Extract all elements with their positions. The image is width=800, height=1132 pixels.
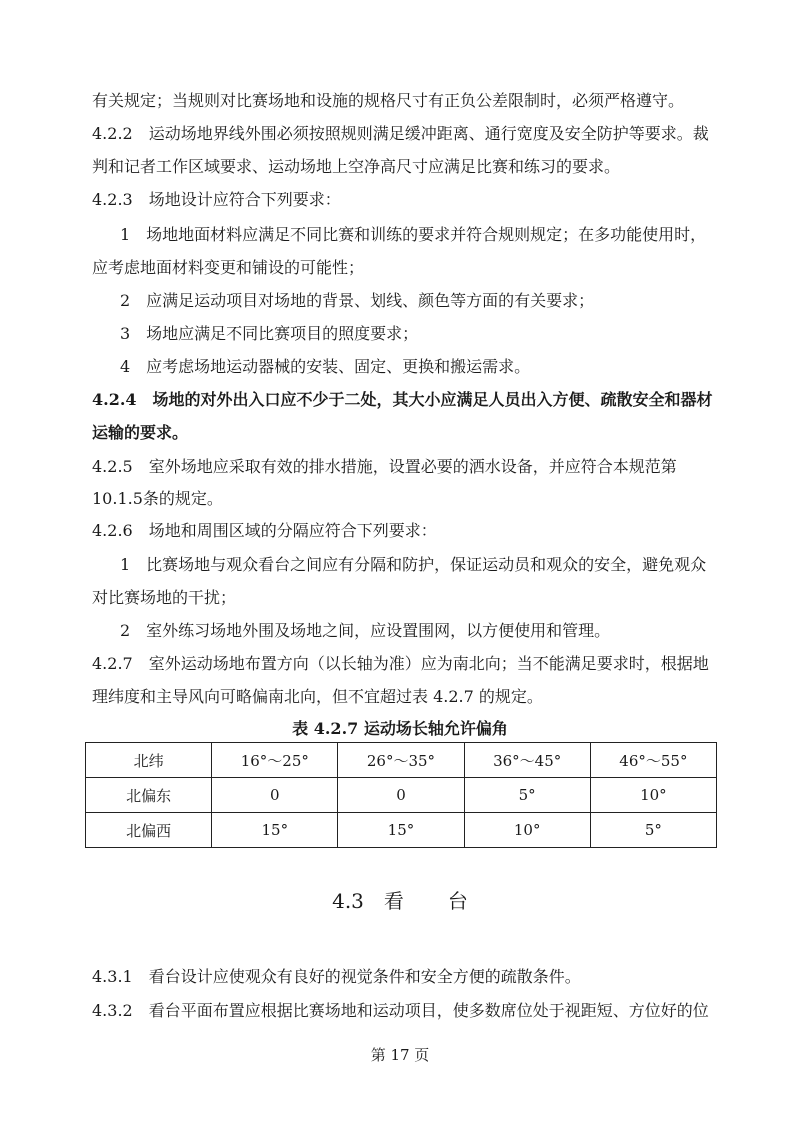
clause-4-2-7: 4.2.7 室外运动场地布置方向（以长轴为准）应为南北向；当不能满足要求时，根据地 xyxy=(92,654,709,673)
paragraph-line: 理纬度和主导风向可略偏南北向，但不宜超过表 4.2.7 的规定。 xyxy=(92,687,543,706)
list-item: 1 比赛场地与观众看台之间应有分隔和防护，保证运动员和观众的安全，避免观众 xyxy=(120,555,707,574)
table-cell: 0 xyxy=(338,778,464,813)
clause-4-2-4: 4.2.4 场地的对外出入口应不少于二处，其大小应满足人员出入方便、疏散安全和器材 xyxy=(92,390,713,409)
page-number: 第 17 页 xyxy=(370,1046,430,1064)
list-item: 2 室外练习场地外围及场地之间，应设置围网，以方便使用和管理。 xyxy=(120,621,611,640)
clause-4-2-6: 4.2.6 场地和周围区域的分隔应符合下列要求： xyxy=(92,521,437,540)
clause-4-2-2: 4.2.2 运动场地界线外围必须按照规则满足缓冲距离、通行宽度及安全防护等要求。裁 xyxy=(92,124,709,143)
table-cell: 北偏西 xyxy=(86,813,212,848)
clause-4-3-1: 4.3.1 看台设计应使观众有良好的视觉条件和安全方便的疏散条件。 xyxy=(92,967,581,986)
table-cell: 5° xyxy=(590,813,716,848)
table-cell: 0 xyxy=(212,778,338,813)
paragraph-line: 应考虑地面材料变更和铺设的可能性； xyxy=(92,258,365,277)
section-number: 4.3 xyxy=(332,889,364,913)
table-cell: 北偏东 xyxy=(86,778,212,813)
table-cell: 15° xyxy=(212,813,338,848)
table-cell: 10° xyxy=(590,778,716,813)
list-item: 3 场地应满足不同比赛项目的照度要求； xyxy=(120,324,419,343)
clause-4-2-5: 4.2.5 室外场地应采取有效的排水措施，设置必要的洒水设备，并应符合本规范第 xyxy=(92,457,677,476)
table-caption: 表 4.2.7 运动场长轴允许偏角 xyxy=(292,719,508,738)
deviation-angle-table xyxy=(85,742,717,848)
table-header-row xyxy=(86,743,717,778)
table-cell: 26°～35° xyxy=(338,743,464,778)
paragraph-line: 对比赛场地的干扰； xyxy=(92,588,237,607)
table-cell: 36°～45° xyxy=(464,743,590,778)
paragraph-line: 有关规定；当规则对比赛场地和设施的规格尺寸有正负公差限制时，必须严格遵守。 xyxy=(92,91,685,110)
list-item: 2 应满足运动项目对场地的背景、划线、颜色等方面的有关要求； xyxy=(120,291,595,310)
table-cell: 16°～25° xyxy=(212,743,338,778)
table-cell: 15° xyxy=(338,813,464,848)
section-title-part: 看 xyxy=(383,889,404,913)
paragraph-line: 运输的要求。 xyxy=(92,423,189,442)
list-item: 4 应考虑场地运动器械的安装、固定、更换和搬运需求。 xyxy=(120,357,531,376)
table-cell: 北纬 xyxy=(86,743,212,778)
table-cell: 10° xyxy=(464,813,590,848)
clause-4-2-3: 4.2.3 场地设计应符合下列要求： xyxy=(92,190,341,209)
list-item: 1 场地地面材料应满足不同比赛和训练的要求并符合规则规定；在多功能使用时， xyxy=(120,225,707,244)
section-title-part: 台 xyxy=(447,889,468,913)
paragraph-line: 判和记者工作区域要求、运动场地上空净高尺寸应满足比赛和练习的要求。 xyxy=(92,157,621,176)
table-cell: 5° xyxy=(464,778,590,813)
table-row xyxy=(86,813,717,848)
paragraph-line: 10.1.5条的规定。 xyxy=(92,489,223,508)
section-heading xyxy=(0,888,800,914)
table-cell: 46°～55° xyxy=(590,743,716,778)
clause-4-3-2: 4.3.2 看台平面布置应根据比赛场地和运动项目，使多数席位处于视距短、方位好的位 xyxy=(92,1001,709,1020)
table-row xyxy=(86,778,717,813)
